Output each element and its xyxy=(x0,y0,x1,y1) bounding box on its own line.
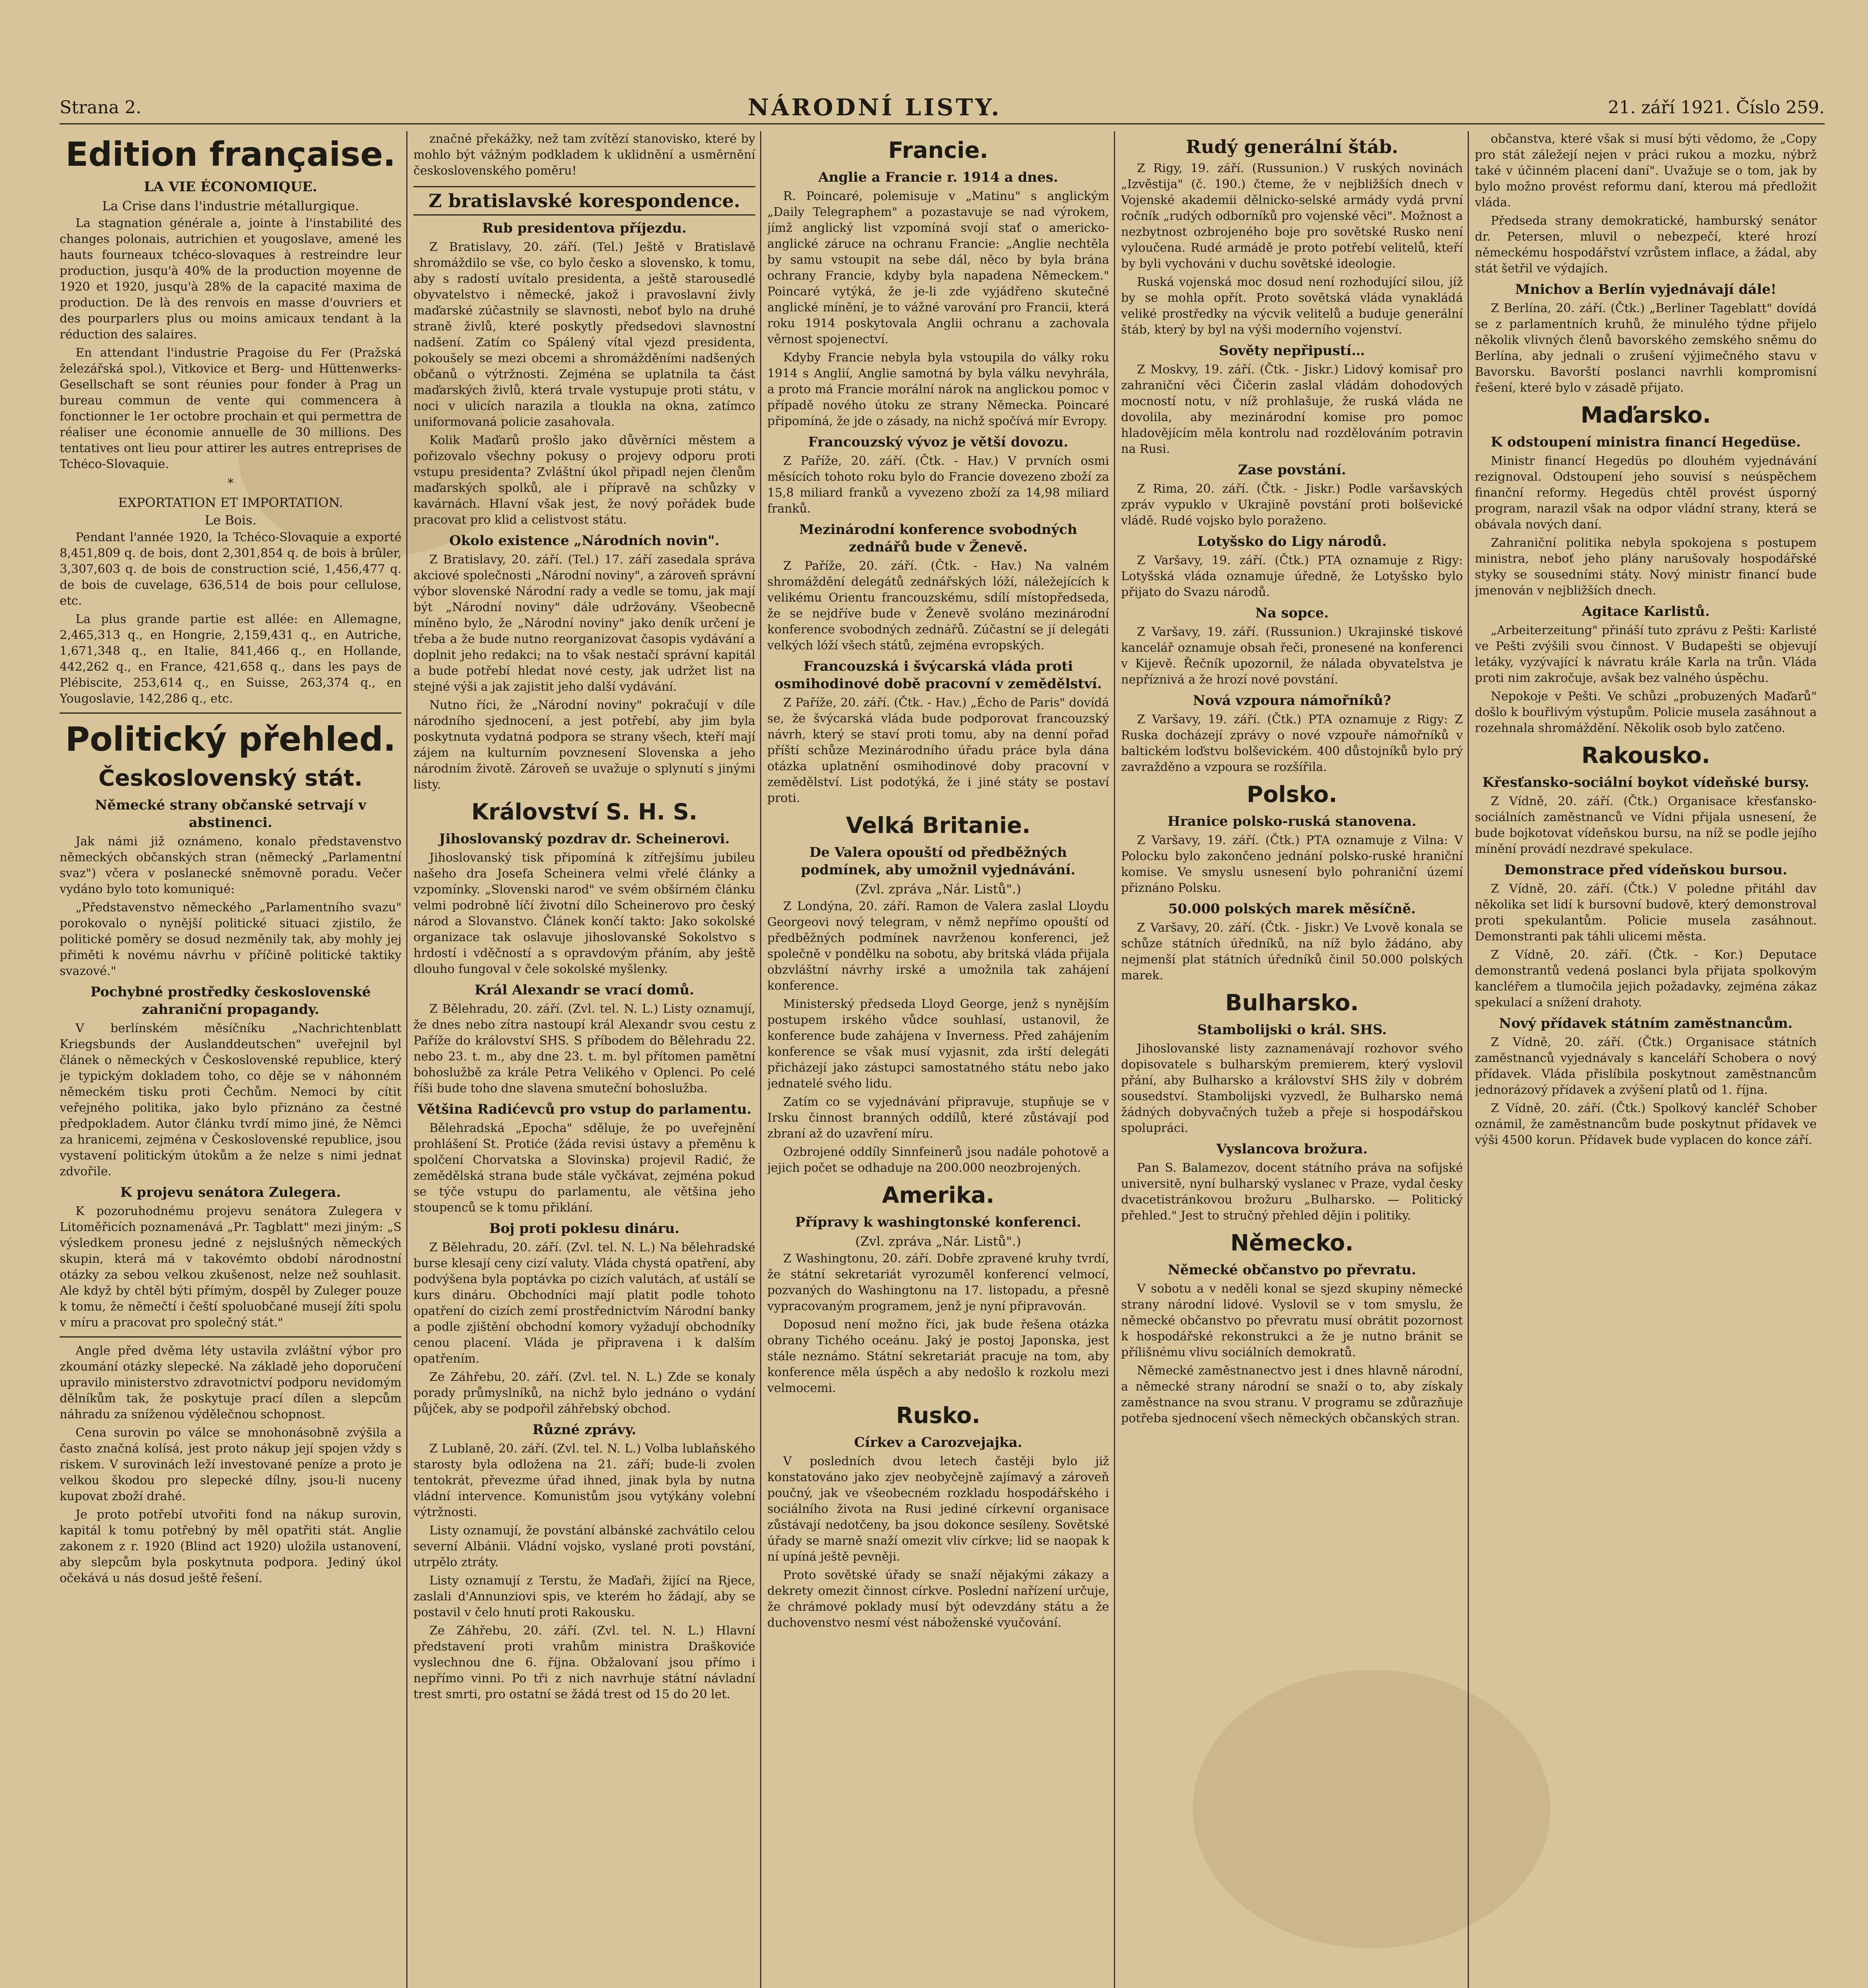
paragraph: La stagnation générale a, jointe à l'instabilité des changes polonais, autrichien et yougoslave, amené les hauts fourneaux tchéco-slovaques à restreindre leur production, jusqu'à 40% de la production moyenne de 1920 et 1920, jusqu'à 28% de la capacité maxima de production. De là des renvois en masse d'ouvriers et des pourparlers plus ou moins amicaux tendant à la réduction des salaires. xyxy=(60,216,402,342)
paragraph: Ze Záhřebu, 20. září. (Zvl. tel. N. L.) Hlavní představení proti vrahům ministra Draškoviće vyslechnou dne 6. října. Obžalovaní jsou přímo i nepřímo vinni. Po tři z nich navrhuje státní návladní trest smrti, pro ostatní se žádá trest od 15 do 20 let. xyxy=(413,1624,755,1701)
article-heading: La Crise dans l'industrie métallurgique. xyxy=(102,198,359,214)
paragraph: Z Varšavy, 19. září. (Čtk.) PTA oznamuje z Vilna: V Polocku bylo zakončeno jednání polsko-ruské hraniční komise. Ve smyslu usnesení bylo pohraniční území přiznáno Polsku. xyxy=(1121,833,1463,895)
section-title: Velká Britanie. xyxy=(846,813,1031,839)
article-heading: Nová vzpoura námořníků? xyxy=(1193,693,1391,709)
paragraph: Z Vídně, 20. září. (Čtk.) Organisace křesťansko-sociálních zaměstnanců ve Vídni přijala usnesení, že bude bojkotovat vídeňskou bursu, na níž se podle jejího mínění provádí nezdravé spekulace. xyxy=(1475,794,1817,856)
paragraph: Pan S. Balamezov, docent státního práva na sofijské universitě, nyní bulharský vyslanec v Praze, vydal česky dvacetistránkovou brožuru „Bulharsko. — Politický přehled." Jest to stručný přehled dějin i politiky. xyxy=(1121,1161,1463,1223)
paragraph: K pozoruhodnému projevu senátora Zulegera v Litoměřicích poznamenává „Pr. Tagblatt" mezi jiným: „S výsledkem pronesu jedné z nejslušných německých skupin, která má v takovémto období národnostní otázky za sebou velkou zkušenost, nelze než souhlasit. Ale když by chtěl býti přímým, dospěl by Zuleger pouze k tomu, že němečtí i čeští spoluobčané musejí žíti spolu v míru a pracovat pro společný stát." xyxy=(60,1204,402,1330)
paragraph: Z Paříže, 20. září. (Čtk. - Hav.) V prvních osmi měsících tohoto roku bylo do Francie dovezeno zboží za 15,8 miliard franků a vyvezeno zboží za 14,98 miliard franků. xyxy=(767,454,1109,516)
paragraph: Německé zaměstnanectvo jest i dnes hlavně národní, a německé strany národní se snaží o to, aby získaly zaměstnance na svou stranu. V programu se zdůrazňuje potřeba sjednocení všech německých občanských stran. xyxy=(1121,1364,1463,1425)
article-heading: K odstoupení ministra financí Hegedüse. xyxy=(1490,434,1801,450)
paragraph: R. Poincaré, polemisuje v „Matinu" s anglickým „Daily Telegraphem" a pozastavuje se nad výrokem, jímž anglický list vzpomíná svojí stať o americko-anglické záruce na ochranu Francie: „Anglie nechtěla by samu vstoupit na sebe dál, něco by byla brána ochrany Francie, kdyby byla napadena Německem." Poincaré vytýká, že je-li zde vyjádřeno skutečné anglické mínění, je to vážné varování pro Francii, která roku 1914 poskytovala Anglii ochranu a zachovala věrnost spojenectví. xyxy=(767,189,1109,346)
article-heading: Demonstrace před vídeňskou bursou. xyxy=(1504,862,1787,878)
paragraph: Z Bratislavy, 20. září. (Tel.) 17. září zasedala správa akciové společnosti „Národní noviny", a zároveň správní výbor slovenské Národní rady a vedle se tomu, jak mají být „Národní noviny" dále udržovány. Všeobecně míněno bylo, že „Národní noviny" jako deník určení je třeba a že bude nutno reorganizovat časopis vydávání a doplnit jeho redakci; na to však nestačí správní kapitál a bude potřebí hledat nové cesty, jak udržet list na stejné výši a jak zajistit jeho další vydávání. xyxy=(413,553,755,694)
article-heading: Na sopce. xyxy=(1255,605,1329,621)
article-heading: Různé zprávy. xyxy=(532,1422,636,1438)
article-heading: Jihoslovanský pozdrav dr. Scheinerovi. xyxy=(439,831,730,847)
page-header xyxy=(60,91,1825,124)
article-heading: Německé občanstvo po převratu. xyxy=(1168,1262,1416,1278)
paragraph: Z Varšavy, 19. září. (Čtk.) PTA oznamuje z Rigy: Z Ruska docházejí zprávy o nové vzpouře námořníků v baltickém loďstvu bolševickém. 400 důstojníků bylo prý zavražděno a vzpoura se rozšířila. xyxy=(1121,712,1463,774)
paragraph: Z Bratislavy, 20. září. (Tel.) Ještě v Bratislavě shromáždilo se vše, co bylo česko a slovensko, k tomu, aby s radostí uvítalo presidenta, a ještě starousedlé obyvatelstvo i německé, jakož i pravoslavní živly maďarské zúčastnily se slavnosti, neboť bylo na druhé straně živlů, které poskytly předsedovi slavnostní nadšení. Zatím co Spálený vítal vjezd presidenta, pokoušely se mezi obcemi a shromážděními nadšených občanů o výtržnosti. Zejména se uplatnila ta část maďarských živlů, která trvale vystupuje proti státu, v noci v ulicích narazila a tloukla na okna, zatímco uniformovaná policie zasahovala. xyxy=(413,240,755,429)
article-heading: Přípravy k washingtonské konferenci. xyxy=(795,1214,1081,1230)
paragraph: Ze Záhřebu, 20. září. (Zvl. tel. N. L.) Zde se konaly porady průmyslníků, na nichž bylo jednáno o vydání půjček, aby se podpořil záhřebský obchod. xyxy=(413,1370,755,1416)
masthead: NÁRODNÍ LISTY. xyxy=(747,94,1002,121)
paragraph: Pendant l'année 1920, la Tchéco-Slovaquie a exporté 8,451,809 q. de bois, dont 2,301,854 q. de bois à brûler, 3,307,603 q. de bois de construction scié, 1,456,477 q. de bois de cuvelage, 636,514 de bois pour cellulose, etc. xyxy=(60,530,402,608)
section-title: Politický přehled. xyxy=(65,720,396,759)
paragraph: Z Varšavy, 20. září. (Čtk. - Jiskr.) Ve Lvově konala se schůze státních úředníků, na níž bylo žádáno, aby nejmenší plat státních úředníků činil 50.000 polských marek. xyxy=(1121,921,1463,982)
paragraph: Cena surovin po válce se mnohonásobně zvýšila a často značná kolísá, jest proto nákup její spojen vždy s riskem. V surovinách leží investované peníze a proto je velkou škodou pro slepecké dílny, jsou-li nuceny kupovat zboží drahé. xyxy=(60,1426,402,1503)
article-source: (Zvl. zpráva „Nár. Listů".) xyxy=(855,881,1021,897)
article-heading: Boj proti poklesu dináru. xyxy=(489,1221,680,1237)
article-heading: De Valera opouští od předběžných podmínek, aby umožnil vyjednávání. xyxy=(801,845,1076,878)
article-heading: Zase povstání. xyxy=(1238,462,1346,478)
column-3 xyxy=(767,131,1109,1988)
paragraph: Z Washingtonu, 20. září. Dobře zpravené kruhy tvrdí, že státní sekretariát vyrozuměl konferencí velmocí, pozvaných do Washingtonu na 17. listopadu, a přesně vypracovaným programem, jenž je nyní připravován. xyxy=(767,1252,1109,1313)
section-subtitle: Československý stát. xyxy=(98,765,363,791)
paragraph: Z Vídně, 20. září. (Čtk.) V poledne přitáhl dav několika set lidí k bursovní budově, který demonstroval proti spekulantům. Policie musela zasáhnout. Demonstranti pak táhli ulicemi města. xyxy=(1475,882,1817,944)
page-number: Strana 2. xyxy=(60,97,142,118)
section-title: Polsko. xyxy=(1247,782,1337,808)
article-source: (Zvl. zpráva „Nár. Listů".) xyxy=(855,1234,1021,1249)
paragraph: V berlínském měsíčníku „Nachrichtenblatt Kriegsbunds der Auslanddeutschen" uveřejnil byl článek o německých v Československé republice, který je typickým dokladem toho, co děje se v náhonném německém tisku proti Čechům. Nemoci by cítit veřejného politika, jako bylo přiznáno za čestné předpokladem. Autor článku tvrdí mimo jiné, že Němci za hranicemi, zejména v Československé republice, jsou vystavení politickým útokům a že nelze s nimi jednat zdvořile. xyxy=(60,1021,402,1178)
paragraph: Z Moskvy, 19. září. (Čtk. - Jiskr.) Lidový komisař pro zahraniční věci Čičerin zaslal vládám dohodových mocností notu, v níž prohlašuje, že ruská vláda ne dovolila, aby mezinárodní komise pro pomoc hladovějícím měla kontrolu nad rozdělováním potravin na Rusi. xyxy=(1121,363,1463,456)
article-heading: K projevu senátora Zulegera. xyxy=(120,1184,341,1200)
paragraph: Z Varšavy, 19. září. (Čtk.) PTA oznamuje z Rigy: Lotyšská vláda oznamuje úředně, že Lotyšsko bylo přijato do Svazu národů. xyxy=(1121,553,1463,599)
column-rule xyxy=(1114,131,1115,1988)
section-title: Maďarsko. xyxy=(1581,402,1711,428)
issue-date: 21. září 1921. Číslo 259. xyxy=(1608,97,1825,118)
paragraph: Z Rigy, 19. září. (Russunion.) V ruských novinách „Izvěstija" (č. 190.) čteme, že v nejbližších dnech v Vojenské akademii dělnicko-selské armády vydá první ročník „rudých odborníků pro vojenské věci". Možnost a nezbytnost ozbrojeného boje pro sovětské Rusko není vyloučena. Rudé armádě je proto potřebí velitelů, kteří by byli vychováni v duchu sovětské ideologie. xyxy=(1121,161,1463,271)
paragraph: Z Lublaně, 20. září. (Zvl. tel. N. L.) Volba lublaňského starosty byla odložena na 21. září; bude-li zvolen tentokrát, převezme úřad ihned, jinak byla by nutna vládní intervence. Komunistům jsou vytýkány volební výtržnosti. xyxy=(413,1442,755,1519)
paragraph: Jak námi již oznámeno, konalo představenstvo německých občanských stran (německý „Parlamentní svaz") včera v poslanecké sněmovně poradu. Večer vydáno bylo toto komuniqué: xyxy=(60,835,402,896)
article-heading: Německé strany občanské setrvají v abstinenci. xyxy=(95,797,367,831)
article-heading: Agitace Karlistů. xyxy=(1582,604,1710,619)
paragraph: „Představenstvo německého „Parlamentního svazu" porokovalo o nynější politické situaci zjistilo, že politické poměry se dosud nezměnily tak, aby mohly jej přiměti k novému návrhu v příčině politické taktiky svazové." xyxy=(60,901,402,978)
paragraph: Doposud není možno říci, jak bude řešena otázka obrany Tichého oceánu. Jaký je postoj Japonska, jest stále neznámo. Státní sekretariát pracuje na tom, aby konference měla úspěch a aby nedošlo k rozkolu mezi velmocemi. xyxy=(767,1318,1109,1395)
section-title: Rusko. xyxy=(896,1403,980,1429)
article-heading: Lotyšsko do Ligy národů. xyxy=(1197,534,1387,549)
article-heading: Křesťansko-sociální boykot vídeňské bursy. xyxy=(1482,775,1810,790)
section-title: Amerika. xyxy=(882,1182,995,1208)
paragraph: Z Paříže, 20. září. (Čtk. - Hav.) „Écho de Paris" dovídá se, že švýcarská vláda bude podporovat francouzský návrh, který se staví proti tomu, aby na denní pořad příští schůze Mezinárodního úřadu práce byla dána otázka uplatnění osmihodinové doby pracovní v zemědělství. List podotýká, že i jiné státy se postaví proti. xyxy=(767,696,1109,805)
paragraph: Kdyby Francie nebyla byla vstoupila do války roku 1914 s Anglií, Anglie samotná by byla válku nevyhrála, a proto má Francie morální nárok na anglickou pomoc v případě nového útoku ze strany Německa. Poincaré připomíná, že jde o zásady, na nichž spočívá mír Evropy. xyxy=(767,351,1109,428)
section-title: Rakousko. xyxy=(1581,743,1710,769)
separator: * xyxy=(227,476,234,490)
divider xyxy=(60,1336,402,1338)
paragraph: značné překážky, než tam zvítězí stanovisko, které by mohlo být vážným podkladem k uklidnění a usměrnění československého poměru! xyxy=(413,132,755,178)
article-heading: Nový přídavek státním zaměstnancům. xyxy=(1499,1015,1793,1031)
paragraph: Z Rima, 20. září. (Čtk. - Jiskr.) Podle varšavských zpráv vypuklo v Ukrajině povstání proti bolševické vládě. Rudé vojsko bylo poraženo. xyxy=(1121,482,1463,528)
paragraph: Z Varšavy, 19. září. (Russunion.) Ukrajinské tiskové kancelář oznamuje obsah řeči, pronesené na konferenci v Kijevě. Řečník upozornil, že nálada obyvatelstva je nepříznivá a že hrozí nové povstání. xyxy=(1121,625,1463,687)
paragraph: Jihoslovanské listy zaznamenávají rozhovor svého dopisovatele s bulharským premierem, který vyslovil přání, aby Bulharsko a království SHS žily v dobrém sousedství. Stambolijski vyzvedl, že Bulharsko nemá žádných dobyvačných tužeb a přeje si hospodářskou spolupráci. xyxy=(1121,1042,1463,1135)
paragraph: En attendant l'industrie Pragoise du Fer (Pražská železářská spol.), Vitkovice et Berg- und Hüttenwerks-Gesellschaft se sont réunies pour fonder à Prag un bureau commun de vente qui commencera à fonctionner le 1er octobre prochain et qui permettra de réaliser une économie annuelle de 30 millions. Des tentatives ont lieu pour attirer les autres entreprises de Tchéco-Slovaquie. xyxy=(60,346,402,471)
article-heading: Vyslancova brožura. xyxy=(1216,1141,1368,1157)
paragraph: Z Paříže, 20. září. (Čtk. - Hav.) Na valném shromáždění delegátů zednářských lóží, náležejících k velikému Orientu francouzskému, sdílí místopředseda, že se nejdříve bude v Ženevě svoláno mezinárodní konference svobodných zednářů. Zúčastní se jí delegáti velkých lóží všech států, zejména evropských. xyxy=(767,559,1109,652)
article-heading: Rudý generální štáb. xyxy=(1185,136,1399,157)
section-title: Německo. xyxy=(1230,1230,1354,1256)
paragraph: Z Londýna, 20. září. Ramon de Valera zaslal Lloydu Georgeovi nový telegram, v němž nepřímo opouští od předběžných podmínek navrženou konferenci, jež společně v pondělku na sobotu, aby britská vláda přijala obzvláštní návrhy irské a umožnila tak zahájení konference. xyxy=(767,899,1109,993)
paragraph: Ozbrojené oddíly Sinnfeinerů jsou nadále pohotově a jejich počet se odhaduje na 200.000 neozbrojených. xyxy=(767,1145,1109,1175)
paragraph: Z Vídně, 20. září. (Čtk. - Kor.) Deputace demonstrantů vedená poslanci byla přijata spolkovým kancléřem a tlumočila jejich požadavky, zejména zákaz spekulací a snížení drahoty. xyxy=(1475,948,1817,1010)
paragraph: Zahraniční politika nebyla spokojena s postupem ministra, neboť jeho plány narušovaly hospodářské styky se sousedními státy. Nový ministr financí bude jmenován v nejbližších dnech. xyxy=(1475,536,1817,598)
article-heading: Stambolijski o král. SHS. xyxy=(1197,1022,1387,1038)
column-rule xyxy=(406,131,407,1988)
article-subheading: Le Bois. xyxy=(205,513,256,528)
divider xyxy=(60,712,402,714)
paragraph: Z Vídně, 20. září. (Čtk.) Organisace státních zaměstnanců vyjednávaly s kanceláří Schobera o nový přídavek. Vláda přislíbila poskytnout zaměstnancům jednorázový přídavek a zvýšení platů od 1. října. xyxy=(1475,1035,1817,1097)
paragraph: Ministr financí Hegedüs po dlouhém vyjednávání rezignoval. Odstoupení jeho souvisí s neúspěchem finanční reformy. Hegedüs chtěl provést úsporný program, narazil však na odpor vládní strany, která se obávala nových daní. xyxy=(1475,454,1817,532)
paragraph: „Arbeiterzeitung" přináší tuto zprávu z Pešti: Karlisté ve Pešti zvýšili svou činnost. V Budapešti se objevují letáky, vyzývající k návratu krále Karla na trůn. Vláda proti nim zakročuje, avšak bez valného úspěchu. xyxy=(1475,623,1817,685)
paragraph: Ministerský předseda Lloyd George, jenž s nynějším postupem irského vůdce souhlasí, ustanovil, že konference bude zahájena v Inverness. Před zahájením konference se však musí vyjasnit, zda irští delegáti přicházejí jako zástupci samostatného státu nebo jako jednatelé svého lidu. xyxy=(767,997,1109,1091)
section-title: Království S. H. S. xyxy=(471,799,698,825)
article-heading: Pochybné prostředky československé zahraniční propagandy. xyxy=(90,984,371,1017)
paragraph: Ruská vojenská moc dosud není rozhodující silou, jíž by se mohla opřít. Proto sovětská vláda vynakládá veliké prostředky na výcvik velitelů a buduje generální štáb, který by byl na výši moderního vojenství. xyxy=(1121,275,1463,337)
article-heading: Rub presidentova příjezdu. xyxy=(482,220,687,236)
article-heading: Většina Radićevců pro vstup do parlamentu. xyxy=(417,1101,752,1117)
section-title: Z bratislavské korespondence. xyxy=(413,186,755,215)
paragraph: La plus grande partie est allée: en Allemagne, 2,465,313 q., en Hongrie, 2,159,431 q., en Autriche, 1,671,348 q., en Italie, 841,466 q., en Hollande, 442,262 q., en France, 421,658 q., dans les pays de Plébiscite, 253,614 q., en Suisse, 263,374 q., en Yougoslavie, 142,286 q., etc. xyxy=(60,612,402,706)
paragraph: Z Bělehradu, 20. září. (Zvl. tel. N. L.) Listy oznamují, že dnes nebo zítra nastoupí král Alexandr svou cestu z Paříže do království SHS. S příbodem do Bělehradu 22. nebo 23. t. m., aby dne 23. t. m. byl přítomen pamětní bohoslužbě za krále Petra Velikého v Oplenci. Po celé říši bude toho dne slavena smuteční bohoslužba. xyxy=(413,1002,755,1095)
article-heading: Francouzský vývoz je větší dovozu. xyxy=(808,434,1069,450)
section-title: Bulharsko. xyxy=(1225,990,1359,1016)
article-heading: Francouzská i švýcarská vláda proti osmihodinové době pracovní v zemědělství. xyxy=(774,658,1102,692)
column-5 xyxy=(1475,131,1817,1988)
paragraph: Bělehradská „Epocha" sděluje, že po uveřejnění prohlášení St. Protiće (žáda revisi ústavy a přeměnu k spolčení Chorvatska a Slovinska) projevil Radić, že zemědělská strana bude stále vyčkávat, zejména pokud se týče vstupu do parlamentu, ale většina jeho stoupenců se k tomu přiklání. xyxy=(413,1121,755,1215)
paragraph: Z Berlína, 20. září. (Čtk.) „Berliner Tageblatt" dovídá se z parlamentních kruhů, že minulého týdne přijelo několik vlivných členů bavorského zemského sněmu do Berlína, aby jednali o zrušení výjimečného stavu v Bavorsku. Bavorští poslanci navrhli kompromisní řešení, které bylo v zásadě přijato. xyxy=(1475,301,1817,395)
paragraph: Zatím co se vyjednávání připravuje, stupňuje se v Irsku činnost branných oddílů, které zůstávají pod zbraní až do uzavření míru. xyxy=(767,1095,1109,1141)
column-4 xyxy=(1121,131,1463,1988)
paragraph: Angle před dvěma léty ustavila zvláštní výbor pro zkoumání otázky slepecké. Na základě jeho doporučení upravilo ministerstvo zdravotnictví podporu nevidomým dělníkům tak, že poskytuje prací dílen a slepcům náhradu za sníženou výdělečnou schopnost. xyxy=(60,1344,402,1421)
article-heading: Sověty nepřipustí… xyxy=(1219,343,1365,359)
paragraph: Je proto potřebí utvořiti fond na nákup surovin, kapitál k tomu potřebný by měl opatřiti stát. Anglie zakonem z r. 1920 (Blind act 1920) uložila ustanovení, aby slepcům byla poskytnuta podpora. Jediný úkol očekává u nás dosud ještě řešení. xyxy=(60,1508,402,1585)
paragraph: V sobotu a v neděli konal se sjezd skupiny německé strany národní lidové. Vyslovil se v tom smyslu, že německé občanstvo po převratu musí obrátit pozornost k hospodářské rekonstrukci a že je nutno bránit se přílišnému vlivu sociálních demokratů. xyxy=(1121,1282,1463,1359)
article-heading: Okolo existence „Národních novin". xyxy=(449,533,720,549)
section-subtitle: LA VIE ÉCONOMIQUE. xyxy=(144,179,317,195)
article-heading: 50.000 polských marek měsíčně. xyxy=(1168,901,1416,917)
column-2 xyxy=(413,131,755,1988)
paragraph: Listy oznamují, že povstání albánské zachvátilo celou severní Albánii. Vládní vojsko, vyslané proti povstání, utrpělo ztráty. xyxy=(413,1524,755,1569)
paragraph: Z Vídně, 20. září. (Čtk.) Spolkový kancléř Schober oznámil, že zaměstnancům bude poskytnut přídavek ve výši 4500 korun. Přídavek bude vyplacen do konce září. xyxy=(1475,1101,1817,1147)
paragraph: občanstva, které však si musí býti vědomo, že „Copy pro stát záležejí nejen v práci rukou a mozku, nýbrž také v účinném placení daní". Uvažuje se o tom, jak by bylo možno provést reformu daní, kterou má předložit vláda. xyxy=(1475,132,1817,210)
article-heading: Anglie a Francie r. 1914 a dnes. xyxy=(818,169,1058,185)
article-heading: Král Alexandr se vrací domů. xyxy=(474,982,694,998)
section-title: Edition française. xyxy=(65,135,396,174)
article-heading: Církev a Carozvejajka. xyxy=(854,1435,1022,1450)
paragraph: Předseda strany demokratické, hamburský senátor dr. Petersen, mluvil o nebezpečí, které hrozí německému hospodářství vzrůstem inflace, a žádal, aby stát šetřil ve výdajích. xyxy=(1475,214,1817,276)
paragraph: Nutno říci, že „Národní noviny" pokračují v díle národního sjednocení, a jest potřebí, aby jim byla poskytnuta vydatná podpora se strany všech, kteří mají zájem na kulturním povznesení Slovenska a jeho národním životě. Zároveň se uvažuje o splynutí s jinými listy. xyxy=(413,698,755,792)
paragraph: V posledních dvou letech častěji bylo již konstatováno jako zjev neobyčejně zajímavý a zároveň poučný, jak ve všeobecném rozkladu hospodářského i sociálního života na Rusi jediné církevní organisace zůstávají nedotčeny, ba jsou dokonce sesíleny. Sovětské úřady se marně snaží omezit vliv církve; lid se naopak k ní upíná ještě pevněji. xyxy=(767,1454,1109,1564)
column-1 xyxy=(60,131,402,1988)
article-heading: Mezinárodní konference svobodných zednářů bude v Ženevě. xyxy=(799,522,1077,555)
article-heading: Mnichov a Berlín vyjednávají dále! xyxy=(1515,282,1777,297)
paragraph: Listy oznamují z Terstu, že Maďaři, žijící na Rjece, zaslali d'Annunziovi spis, ve kterém ho žádají, aby se postavil v čelo hnutí proti Rakousku. xyxy=(413,1574,755,1619)
paragraph: Jihoslovanský tisk připomíná k zítřejšímu jubileu našeho dra Josefa Scheinera velmi vřelé články a vzpomínky. „Slovenski narod" ve svém obšírném článku velmi podrobně líčí životní dílo Scheinerovo pro český národ a Slovanstvo. Článek končí takto: Jako sokolské organizace tak oslavuje jihoslovanské Sokolstvo s hrdostí i vděčností a s opravdovým přáním, aby ještě dlouho fungoval v čele sokolské myšlenky. xyxy=(413,851,755,976)
column-rule xyxy=(760,131,761,1988)
section-title: Francie. xyxy=(888,138,988,163)
column-rule xyxy=(1468,131,1469,1988)
article-heading: EXPORTATION ET IMPORTATION. xyxy=(118,495,343,510)
paragraph: Proto sovětské úřady se snaží nějakými zákazy a dekrety omezit činnost církve. Poslední nařízení určuje, že chrámové poklady musí být odevzdány státu a že duchovenstvo nesmí vést náboženské vyučování. xyxy=(767,1568,1109,1630)
article-heading: Hranice polsko-ruská stanovena. xyxy=(1167,813,1417,829)
paragraph: Nepokoje v Pešti. Ve schůzi „probuzených Maďarů" došlo k bouřlivým výstupům. Policie musela zasáhnout a rozehnala shromáždění. Několik osob bylo zatčeno. xyxy=(1475,689,1817,735)
paragraph: Kolik Maďarů prošlo jako důvěrníci městem a pořizovalo všechny pokusy o projevy odporu proti vstupu presidenta? Zvláštní úkol připadl nejen členům maďarských spolků, ale i přípravě na schůzky v kavárnách. Hlavní však jest, že nový pořádek bude pracovat pro klid a celistvost státu. xyxy=(413,433,755,527)
paragraph: Z Bělehradu, 20. září. (Zvl. tel. N. L.) Na bělehradské burse klesají ceny cizí valuty. Vláda chystá opatření, aby podvýšena byla poptávka po cizích valutách, ať ustálí se kurs dináru. Obchodníci mají platit podle tohoto opatření do cizích zemí prostřednictvím Národní banky a podle zjištění obchodní komory vyžadují obchodníky cenou placení. Vláda je připravena i k dalším opatřením. xyxy=(413,1241,755,1366)
